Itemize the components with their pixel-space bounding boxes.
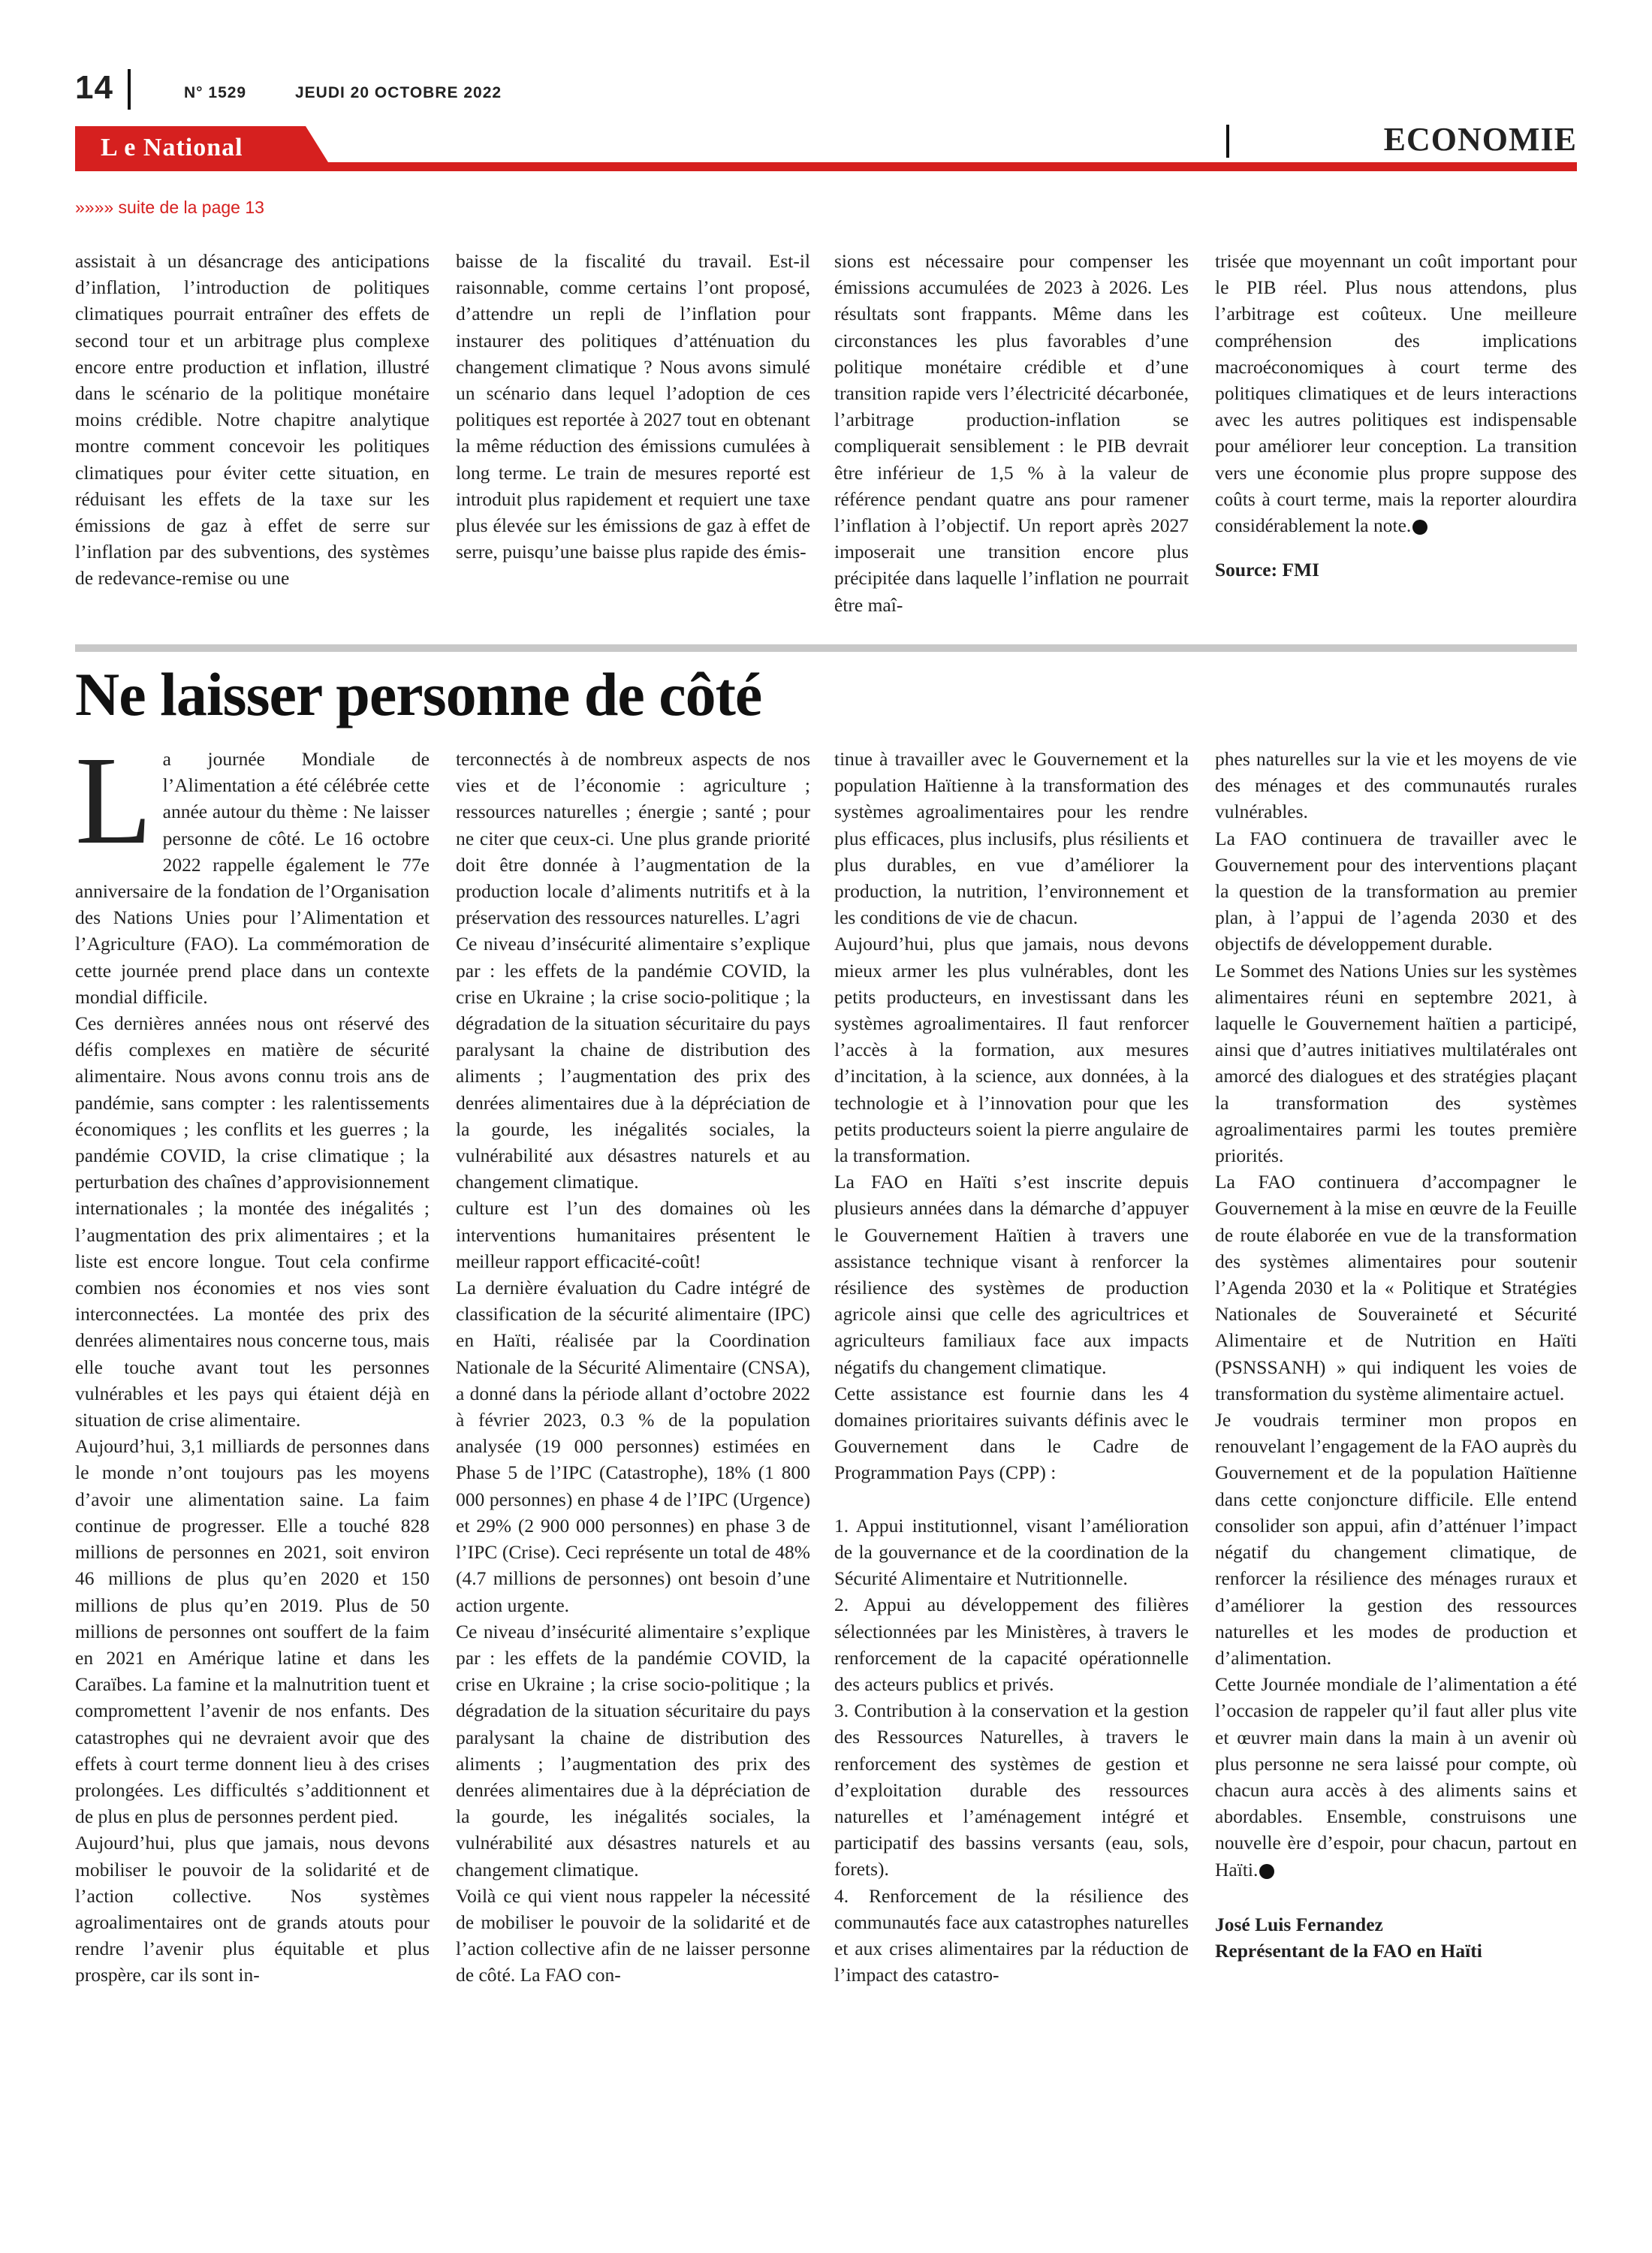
page-number-divider — [128, 69, 131, 110]
section-divider — [1226, 125, 1229, 158]
paragraph-text: tinue à travailler avec le Gouvernement et la population Haïtienne à la transformation des systèmes agroalimentaires pour les rendre plus efficaces, plus inclusifs, plus résilients et plus durables, en vue d’améliorer la production, la nutrition, l’environnement et les conditions de vie de chacun. — [834, 748, 1189, 929]
top-article-column-2 — [456, 248, 810, 565]
end-mark-icon — [1412, 520, 1427, 535]
paragraph-text: trisée que moyennant un coût important pour le PIB réel. Plus nous attendons, plus l’arbitrage est coûteux. Une meilleure compréhension des implications macroéconomiques à court terme des politiques climatiques et de leurs interactions avec les autres politiques est indispensable pour améliorer leur conception. La transition vers une économie plus propre suppose des coûts à court terme, mais la reporter alourdira considérablement la note. — [1215, 250, 1577, 537]
page-number: 14 — [75, 69, 113, 106]
paragraph-text: La FAO continuera de travailler avec le Gouvernement pour des interventions plaçant la question de la transformation au premier plan, à l’appui de l’agenda 2030 et des objectifs de développement durable. — [1215, 827, 1577, 955]
paragraph — [834, 1591, 1189, 1697]
paragraph-text: phes naturelles sur la vie et les moyens de vie des ménages et des communautés rurales vulnérables. — [1215, 748, 1577, 823]
paragraph-text: Aujourd’hui, 3,1 milliards de personnes dans le monde n’ont toujours pas les moyens d’avoir une alimentation saine. La faim continue de progresser. Elle a touché 828 millions de personnes en 2021, soit environ 46 millions de plus qu’en 2020 et 150 millions de plus qu’en 2019. Plus de 50 millions de personnes ont souffert de la faim en 2021 en Amérique latine et dans les Caraïbes. La famine et la malnutrition tuent et compromettent l’avenir de nos enfants. Des catastrophes qui ne devraient avoir que des effets à court terme donnent lieu à des crises prolongées. Les difficultés s’additionnent et de plus en plus de personnes perdent pied. — [75, 1435, 430, 1828]
article-column-2 — [456, 746, 810, 1989]
article-column-1 — [75, 731, 430, 1989]
paragraph-text: Aujourd’hui, plus que jamais, nous devons mobiliser le pouvoir de la solidarité et de l’action collective. Nos systèmes agroalimentaires ont de grands atouts pour rendre l’avenir plus équitable et plus prospère, car ils sont in- — [75, 1832, 430, 1986]
paragraph — [456, 1883, 810, 1989]
section-title: ECONOMIE — [1383, 121, 1577, 158]
paragraph: sions est nécessaire pour compenser les émissions accumulées de 2023 à 2026. Les résultats sont frappants. Même dans les circonstances les plus favorables d’une politique monétaire crédible et d’une transition rapide vers l’électricité décarbonée, l’arbitrage production-inflation se compliquerait sensiblement : le PIB devrait être inférieur de 1,5 % à la valeur de référence pendant quatre ans pour ramener l’inflation à l’objectif. Un report après 2027 imposerait une transition encore plus précipitée dans laquelle l’inflation ne pourrait être maî- — [834, 250, 1189, 616]
end-mark-icon — [1259, 1864, 1274, 1879]
paragraph-text: Le Sommet des Nations Unies sur les systèmes alimentaires réuni en septembre 2021, à laquelle le Gouvernement haïtien a participé, ainsi que d’autres initiatives multilatérales ont amorcé des dialogues et des stratégies plaçant la transformation des systèmes agroalimentaires parmi les toutes première priorités. — [1215, 959, 1577, 1167]
issue-date: JEUDI 20 OCTOBRE 2022 — [295, 84, 502, 101]
paragraph-text: Ce niveau d’insécurité alimentaire s’explique par : les effets de la pandémie COVID, la crise en Ukraine ; la crise socio-politique ; la dégradation de la situation sécuritaire du pays paralysant la chaine de distribution des aliments ; l’augmentation des prix des denrées alimentaires due à la dépréciation de la gourde, les inégalités sociales, la vulnérabilité aux désastres naturels et au changement climatique. — [456, 1620, 810, 1881]
paragraph-text: 3. Contribution à la conservation et la gestion des Ressources Naturelles, à travers le renforcement des systèmes de gestion et d’exploitation durable des ressources naturelles et l’aménagement intégré et participatif des bassins versants (eau, sols, forets). — [834, 1700, 1189, 1881]
paragraph — [75, 1829, 430, 1988]
paragraph — [456, 1195, 810, 1274]
paragraph — [834, 746, 1189, 930]
article-separator — [75, 644, 1577, 652]
paragraph — [1215, 1671, 1577, 1883]
paragraph — [456, 1274, 810, 1618]
paragraph-text: culture est l’un des domaines où les interventions humanitaires présentent le meilleur rapport efficacité-coût! — [456, 1197, 810, 1272]
issue-number: N° 1529 — [184, 84, 247, 101]
paragraph — [456, 746, 810, 930]
paragraph — [834, 1169, 1189, 1380]
author-name: José Luis Fernandez — [1215, 1913, 1383, 1935]
article-headline: Ne laisser personne de côté — [75, 660, 762, 728]
paragraph-text: Je voudrais terminer mon propos en renouvelant l’engagement de la FAO auprès du Gouvernement et de la population Haïtienne dans cette conjoncture difficile. Elle entend consolider son appui, afin d’atténuer l’impact négatif du changement climatique, de renforcer la résilience des ménages ruraux et d’améliorer la gestion des ressources naturelles et les modes de production et d’alimentation. — [1215, 1409, 1577, 1669]
paragraph — [456, 1618, 810, 1883]
article-source: Source: FMI — [1215, 559, 1320, 581]
paragraph — [1215, 248, 1577, 538]
paragraph-text: terconnectés à de nombreux aspects de nos vies et de l’économie : agriculture ; ressources naturelles ; énergie ; santé ; pour ne citer que ceux-ci. Une plus grande priorité doit être donnée à l’augmentation de la production locale d’aliments nutritifs et à la préservation des ressources naturelles. L’agri — [456, 748, 810, 929]
paragraph — [75, 731, 430, 1010]
brand-logo: L e National — [101, 134, 243, 161]
paragraph-text: 4. Renforcement de la résilience des communautés face aux catastrophes naturelles et aux crises alimentaires par la réduction de l’impact des catastro- — [834, 1884, 1189, 1986]
paragraph-text: La dernière évaluation du Cadre intégré de classification de la sécurité alimentaire (IPC) en Haïti, réalisée par la Coordination Nationale de la Sécurité Alimentaire (CNSA), a donné dans la période allant d’octobre 2022 à février 2023, 0.3 % de la population analysée (19 000 personnes) estimées en Phase 5 de l’IPC (Catastrophe), 18% (1 800 000 personnes) en phase 4 de l’IPC (Urgence) et 29% (2 900 000 personnes) en phase 3 de l’IPC (Crise). Ceci représente un total de 48% (4.7 millions de personnes) ont besoin d’une action urgente. — [456, 1277, 810, 1616]
paragraph — [456, 930, 810, 1195]
paragraph — [1215, 1169, 1577, 1407]
paragraph — [1215, 746, 1577, 825]
author-title: Représentant de la FAO en Haïti — [1215, 1939, 1482, 1962]
paragraph-text: Cette Journée mondiale de l’alimentation a été l’occasion de rappeler qu’il faut aller plus vite et œuvrer main dans la main à un avenir où plus personne ne sera laissé pour compte, où chacun aura accès à des aliments sains et abordables. Ensemble, construisons une nouvelle ère d’espoir, pour chacun, partout en Haïti. — [1215, 1673, 1577, 1881]
top-article-column-1 — [75, 248, 430, 592]
paragraph-text: 1. Appui institutionnel, visant l’amélioration de la gouvernance et de la coordination de la Sécurité Alimentaire et Nutritionnelle. — [834, 1514, 1189, 1590]
paragraph-text: Voilà ce qui vient nous rappeler la nécessité de mobiliser le pouvoir de la solidarité et de l’action collective afin de ne laisser personne de côté. La FAO con- — [456, 1884, 810, 1986]
paragraph: baisse de la fiscalité du travail. Est-il raisonnable, comme certains l’ont proposé, d’attendre un repli de l’inflation pour instaurer des politiques d’atténuation du changement climatique ? Nous avons simulé un scénario dans lequel l’adoption de ces politiques est reportée à 2027 tout en obtenant la même réduction des émissions cumulées à long terme. Le train de mesures reporté est introduit plus rapidement et requiert une taxe plus élevée sur les émissions de gaz à effet de serre, puisqu’une baisse plus rapide des émis- — [456, 250, 810, 563]
paragraph-text: Ces dernières années nous ont réservé des défis complexes en matière de sécurité alimentaire. Nous avons connu trois ans de pandémie, sans compter : les ralentissements économiques ; les conflits et les guerres ; la pandémie COVID, la crise climatique ; la perturbation des chaînes d’approvisionnement internationales ; la montée des inégalités ; l’augmentation des prix alimentaires ; et la liste est encore longue. Tout cela confirme combien nos économies et nos vies sont interconnectées. La montée des prix des denrées alimentaires nous concerne tous, mais elle touche avant tout les personnes vulnérables et les pays qui étaient déjà en situation de crise alimentaire. — [75, 1012, 430, 1431]
paragraph-spacer — [834, 1486, 1189, 1513]
paragraph — [75, 1433, 430, 1829]
article-column-4 — [1215, 746, 1577, 1964]
paragraph — [834, 1513, 1189, 1592]
paragraph-text: La FAO en Haïti s’est inscrite depuis plusieurs années dans la démarche d’appuyer le Gouvernement Haïtien à travers une assistance technique visant à renforcer la résilience des systèmes de production agricole ainsi que celle des agricultrices et agriculteurs familiaux face aux impacts négatifs du changement climatique. — [834, 1171, 1189, 1378]
paragraph-text: Cette assistance est fournie dans les 4 domaines prioritaires suivants définis avec le Gouvernement dans le Cadre de Programmation Pays (CPP) : — [834, 1382, 1189, 1484]
masthead-band — [75, 126, 1577, 171]
article-column-3 — [834, 746, 1189, 1988]
paragraph-text: 2. Appui au développement des filières sélectionnées par les Ministères, à travers le renforcement de la capacité opérationnelle des acteurs publics et privés. — [834, 1594, 1189, 1695]
paragraph-text: a journée Mondiale de l’Alimentation a été célébrée cette année autour du thème : Ne laisser personne de côté. Le 16 octobre 2022 rappelle également le 77e anniversaire de la fondation de l’Organisation des Nations Unies pour l’Alimentation et l’Agriculture (FAO). La commémoration de cette journée prend place dans un contexte mondial difficile. — [75, 748, 430, 1008]
paragraph — [1215, 958, 1577, 1169]
top-article-column-4 — [1215, 248, 1577, 583]
paragraph — [834, 1883, 1189, 1989]
paragraph: assistait à un désancrage des anticipations d’inflation, l’introduction de politiques climatiques pourrait entraîner des effets de second tour et un arbitrage plus complexe encore entre production et inflation, illustré dans le scénario de la politique monétaire moins crédible. Notre chapitre analytique montre comment concevoir les politiques climatiques pour éviter cette situation, en réduisant les effets de la taxe sur les émissions de gaz à effet de serre sur l’inflation par des subventions, des systèmes de redevance-remise ou une — [75, 250, 430, 590]
paragraph-text: Ce niveau d’insécurité alimentaire s’explique par : les effets de la pandémie COVID, la crise en Ukraine ; la crise socio-politique ; la dégradation de la situation sécuritaire du pays paralysant la chaine de distribution des aliments ; l’augmentation des prix des denrées alimentaires due à la dépréciation de la gourde, les inégalités sociales, la vulnérabilité aux désastres naturels et au changement climatique. — [456, 933, 810, 1193]
paragraph — [75, 1010, 430, 1433]
paragraph — [834, 930, 1189, 1169]
paragraph — [1215, 825, 1577, 958]
top-article-column-3 — [834, 248, 1189, 618]
paragraph-text: La FAO continuera d’accompagner le Gouvernement à la mise en œuvre de la Feuille de route élaborée en vue de la transformation des systèmes alimentaires pour soutenir l’Agenda 2030 et la « Politique et Stratégies Nationales de Souveraineté et Sécurité Alimentaire et de Nutrition en Haïti (PSNSSANH) » qui indiquent les voies de transformation du système alimentaire actuel. — [1215, 1171, 1577, 1404]
drop-cap: L — [75, 731, 152, 870]
paragraph — [1215, 1407, 1577, 1671]
paragraph-text: Aujourd’hui, plus que jamais, nous devons mieux armer les plus vulnérables, dont les petits producteurs, en investissant dans les systèmes agroalimentaires. Il faut renforcer l’accès à la formation, aux mesures d’incitation, à la science, aux données, à la technologie et à l’innovation pour que les petits producteurs soient la pierre angulaire de la transformation. — [834, 933, 1189, 1167]
continued-from-note: »»»» suite de la page 13 — [75, 198, 264, 217]
paragraph — [834, 1697, 1189, 1882]
paragraph — [834, 1380, 1189, 1486]
